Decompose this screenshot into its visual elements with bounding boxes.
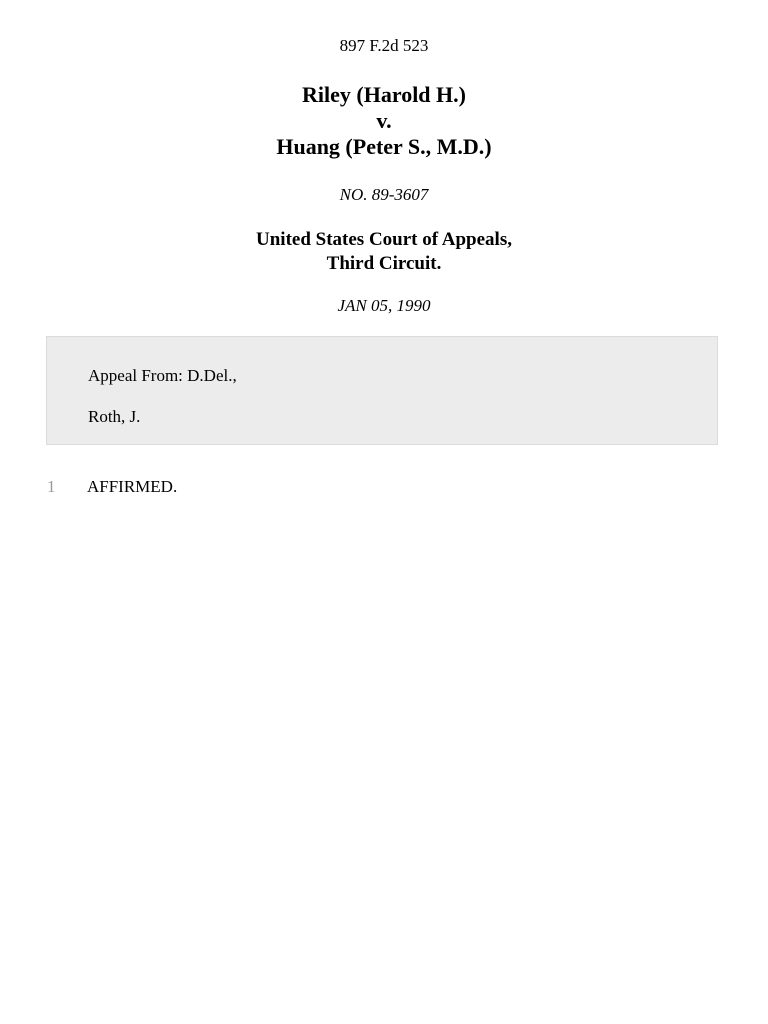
court-name-line2: Third Circuit. bbox=[326, 253, 442, 274]
court-name-line1: United States Court of Appeals, bbox=[256, 229, 512, 250]
case-citation: 897 F.2d 523 bbox=[339, 36, 429, 55]
docket-number: NO. 89-3607 bbox=[339, 185, 429, 204]
party-plaintiff: Riley (Harold H.) bbox=[302, 82, 466, 107]
paragraph-text: AFFIRMED. bbox=[87, 477, 178, 496]
appeal-from: Appeal From: D.Del., bbox=[88, 366, 237, 385]
party-defendant: Huang (Peter S., M.D.) bbox=[276, 134, 492, 159]
paragraph-number: 1 bbox=[47, 477, 56, 496]
court-name bbox=[0, 228, 768, 276]
decision-date: JAN 05, 1990 bbox=[337, 296, 431, 315]
judge-name: Roth, J. bbox=[88, 407, 141, 426]
versus-label: v. bbox=[376, 108, 392, 133]
case-info-box bbox=[46, 336, 718, 445]
case-title bbox=[0, 82, 768, 160]
